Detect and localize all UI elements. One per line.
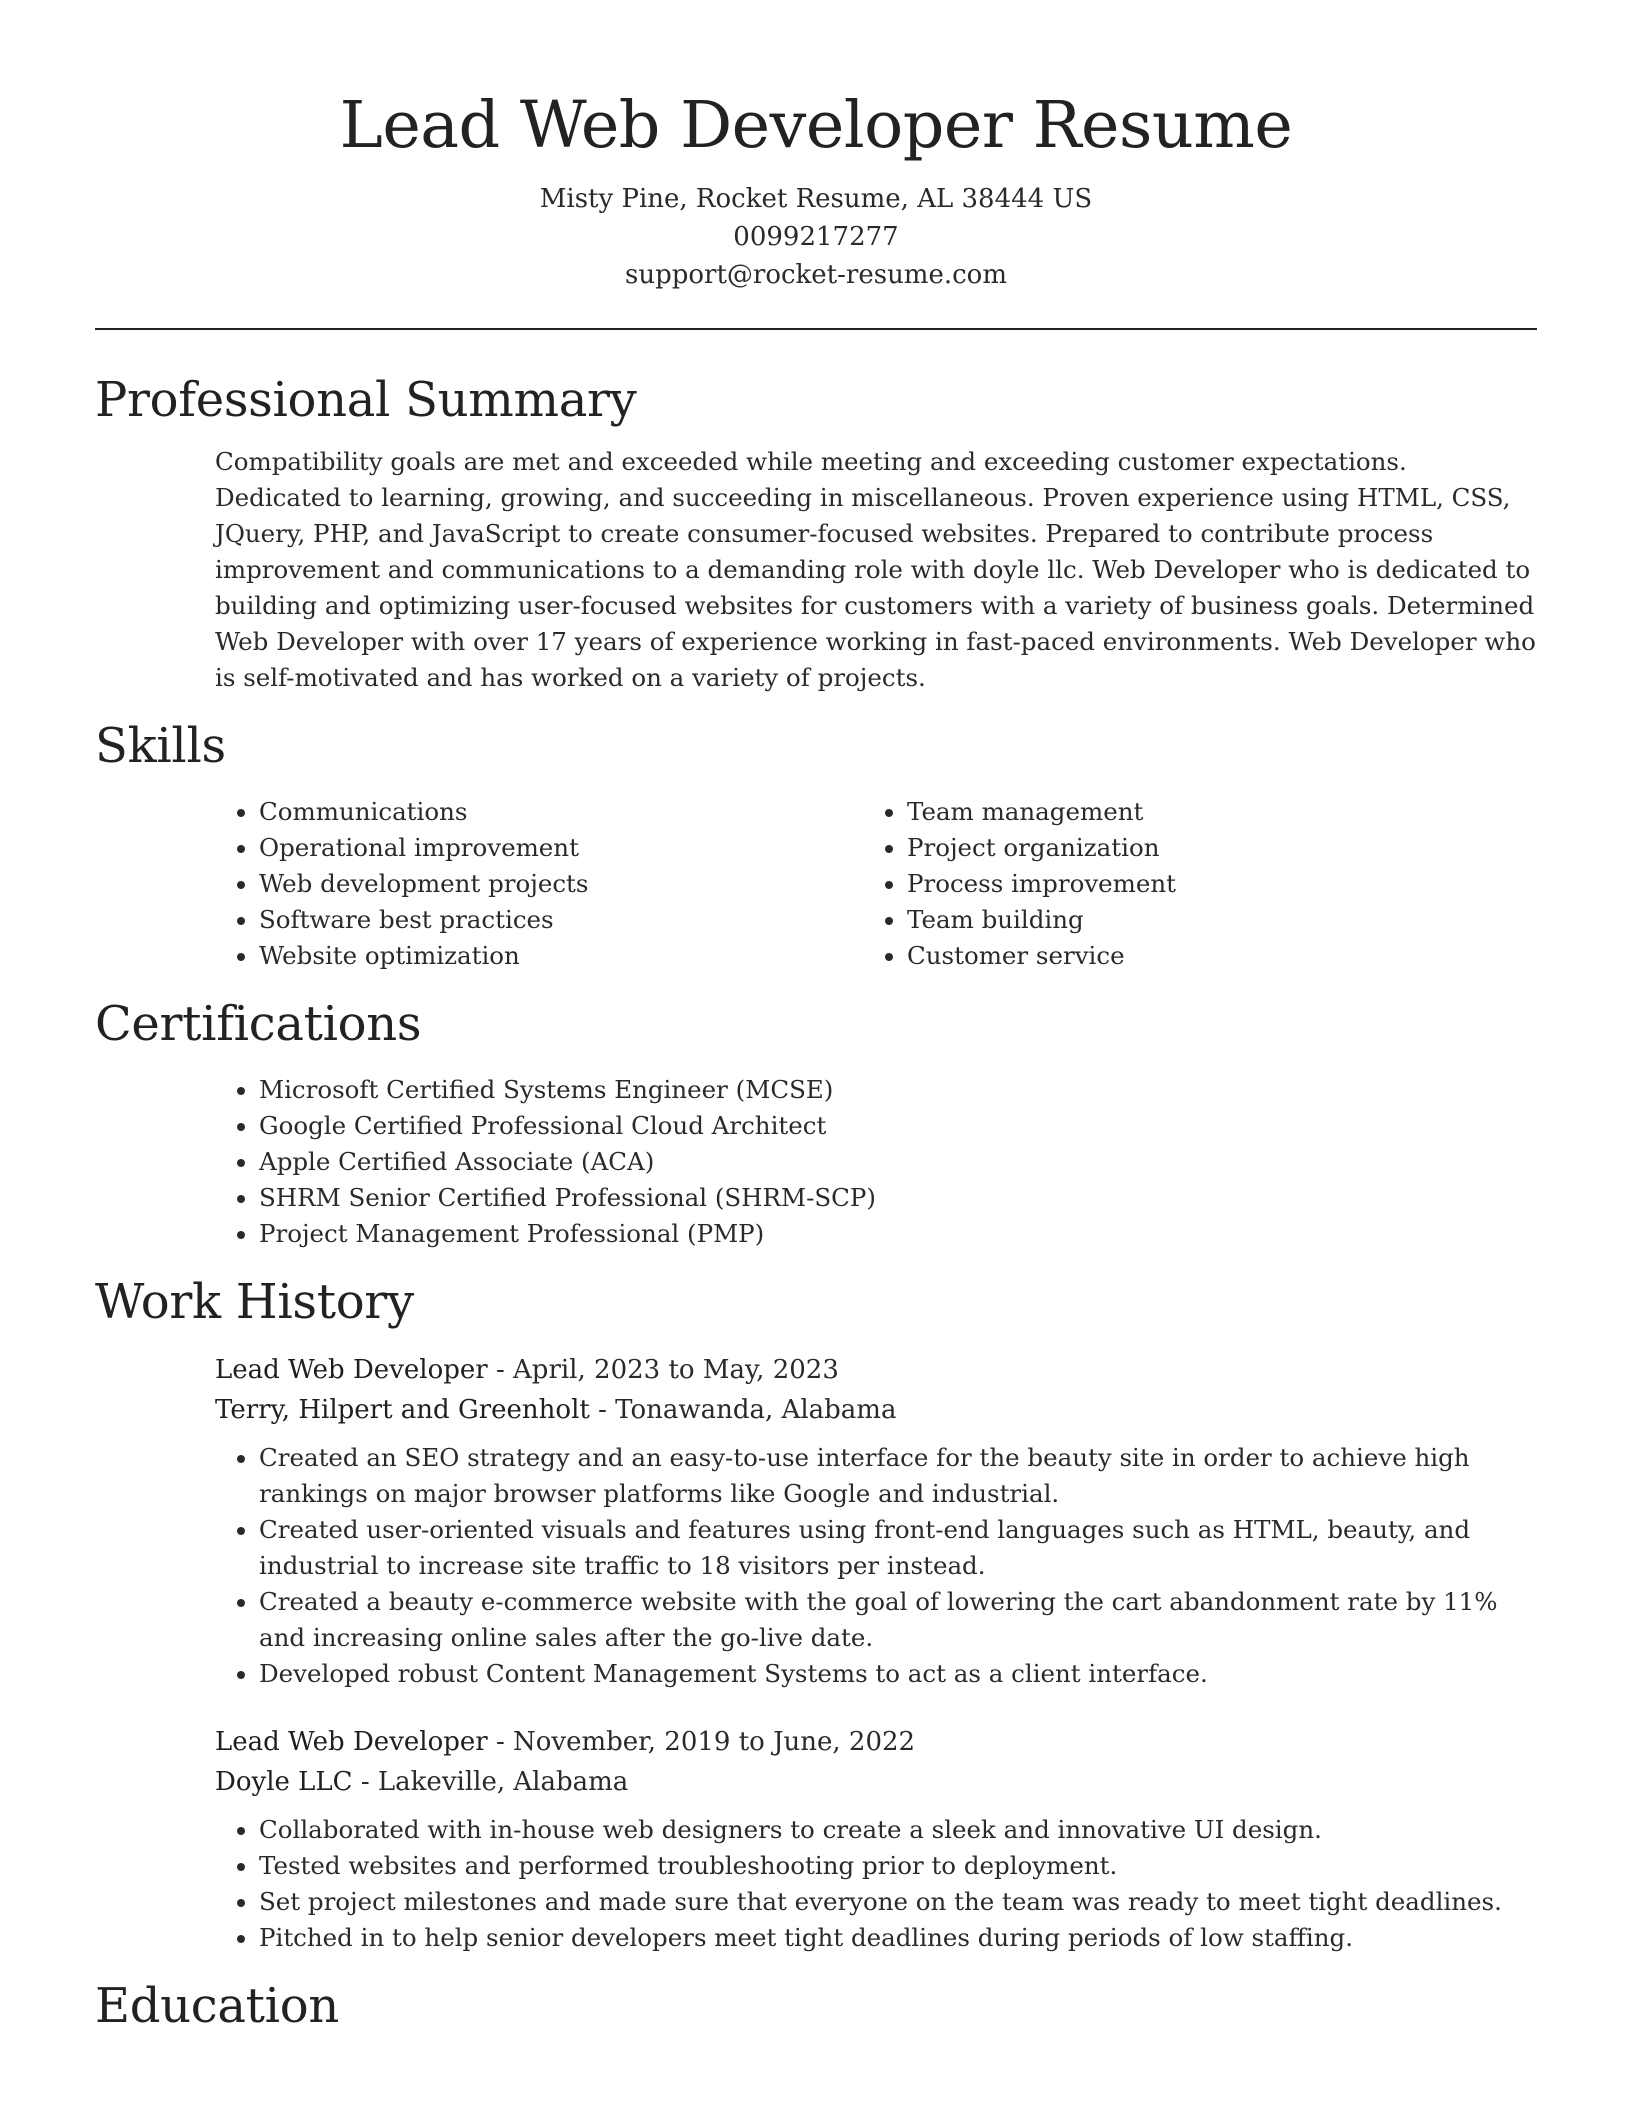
- job-title-line: [215, 1722, 1537, 1762]
- contact-email: support@rocket-resume.com: [624, 260, 1007, 290]
- certification-item: • Google Certified Professional Cloud Architect: [259, 1108, 1537, 1144]
- job-location: - Lakeville, Alabama: [352, 1767, 629, 1797]
- header-divider: [95, 328, 1537, 330]
- skills-section: [95, 714, 1537, 974]
- skills-list-right: [863, 794, 1511, 974]
- education-heading: Education: [95, 1978, 339, 2034]
- skill-item: • Team management: [907, 794, 1511, 830]
- job-bullets: [215, 1440, 1537, 1692]
- job-company-line: [215, 1762, 1537, 1802]
- job-entry: [215, 1350, 1537, 1692]
- skill-item: • Operational improvement: [259, 830, 863, 866]
- job-bullet: • Created user-oriented visuals and features using front-end languages such as HTML, beauty, and industrial to increase site traffic to 18 visitors per instead.: [259, 1512, 1537, 1584]
- skill-item: • Communications: [259, 794, 863, 830]
- skill-item: • Web development projects: [259, 866, 863, 902]
- job-entry: [215, 1722, 1537, 1956]
- certifications-heading: Certifications: [95, 996, 422, 1052]
- summary-body: [95, 444, 1537, 696]
- job-bullet: • Collaborated with in-house web designers to create a sleek and innovative UI design.: [259, 1812, 1537, 1848]
- skill-item: • Process improvement: [907, 866, 1511, 902]
- contact-block: [95, 180, 1537, 294]
- summary-heading: Professional Summary: [95, 372, 637, 428]
- summary-section: [95, 368, 1537, 696]
- job-title-line: [215, 1350, 1537, 1390]
- certifications-section: [95, 992, 1537, 1252]
- job-title: Lead Web Developer: [215, 1355, 488, 1385]
- job-company: Doyle LLC: [215, 1767, 353, 1797]
- certifications-body: [95, 1072, 1537, 1252]
- contact-phone: 0099217277: [733, 222, 899, 252]
- skills-grid: [95, 778, 1537, 974]
- skill-item: • Website optimization: [259, 938, 863, 974]
- certification-item: • SHRM Senior Certified Professional (SHRM-SCP): [259, 1180, 1537, 1216]
- certification-item: • Microsoft Certified Systems Engineer (MCSE): [259, 1072, 1537, 1108]
- skills-list-left: [215, 794, 863, 974]
- skill-item: • Software best practices: [259, 902, 863, 938]
- resume-header: [95, 80, 1537, 294]
- job-bullet: • Pitched in to help senior developers meet tight deadlines during periods of low staffing.: [259, 1920, 1537, 1956]
- page-title: Lead Web Developer Resume: [339, 88, 1293, 163]
- skill-item: • Project organization: [907, 830, 1511, 866]
- skills-heading: Skills: [95, 718, 226, 774]
- certifications-list: [215, 1072, 1537, 1252]
- job-bullet: • Developed robust Content Management Systems to act as a client interface.: [259, 1656, 1537, 1692]
- contact-address: Misty Pine, Rocket Resume, AL 38444 US: [539, 184, 1093, 214]
- skill-item: • Team building: [907, 902, 1511, 938]
- job-company-line: [215, 1390, 1537, 1430]
- summary-text: Compatibility goals are met and exceeded while meeting and exceeding customer expectations. Dedicated to learning, growing, and succeeding in miscellaneous. Proven experience using HTML, CSS, JQuery, PHP, and JavaScript to create consumer-focused websites. Prepared to contribute process improvement and communications to a demanding role with doyle llc. Web Developer who is dedicated to building and optimizing user-focused websites for customers with a variety of business goals. Determined Web Developer with over 17 years of experience working in fast-paced environments. Web Developer who is self-motivated and has worked on a variety of projects.: [215, 447, 1536, 692]
- job-dates: - November, 2019 to June, 2022: [487, 1727, 916, 1757]
- job-bullet: • Tested websites and performed troubleshooting prior to deployment.: [259, 1848, 1537, 1884]
- job-location: - Tonawanda, Alabama: [589, 1395, 897, 1425]
- skill-item: • Customer service: [907, 938, 1511, 974]
- job-bullets: [215, 1812, 1537, 1956]
- work-history-body: [95, 1350, 1537, 1956]
- job-title: Lead Web Developer: [215, 1727, 488, 1757]
- education-section: [95, 1974, 1537, 2038]
- certification-item: • Project Management Professional (PMP): [259, 1216, 1537, 1252]
- work-history-section: [95, 1270, 1537, 1956]
- job-bullet: • Created a beauty e-commerce website with the goal of lowering the cart abandonment rate by 11% and increasing online sales after the go-live date.: [259, 1584, 1537, 1656]
- job-dates: - April, 2023 to May, 2023: [487, 1355, 839, 1385]
- work-history-heading: Work History: [95, 1274, 414, 1330]
- job-bullet: • Set project milestones and made sure that everyone on the team was ready to meet tight deadlines.: [259, 1884, 1537, 1920]
- job-company: Terry, Hilpert and Greenholt: [215, 1395, 590, 1425]
- certification-item: • Apple Certified Associate (ACA): [259, 1144, 1537, 1180]
- job-bullet: • Created an SEO strategy and an easy-to-use interface for the beauty site in order to achieve high rankings on major browser platforms like Google and industrial.: [259, 1440, 1537, 1512]
